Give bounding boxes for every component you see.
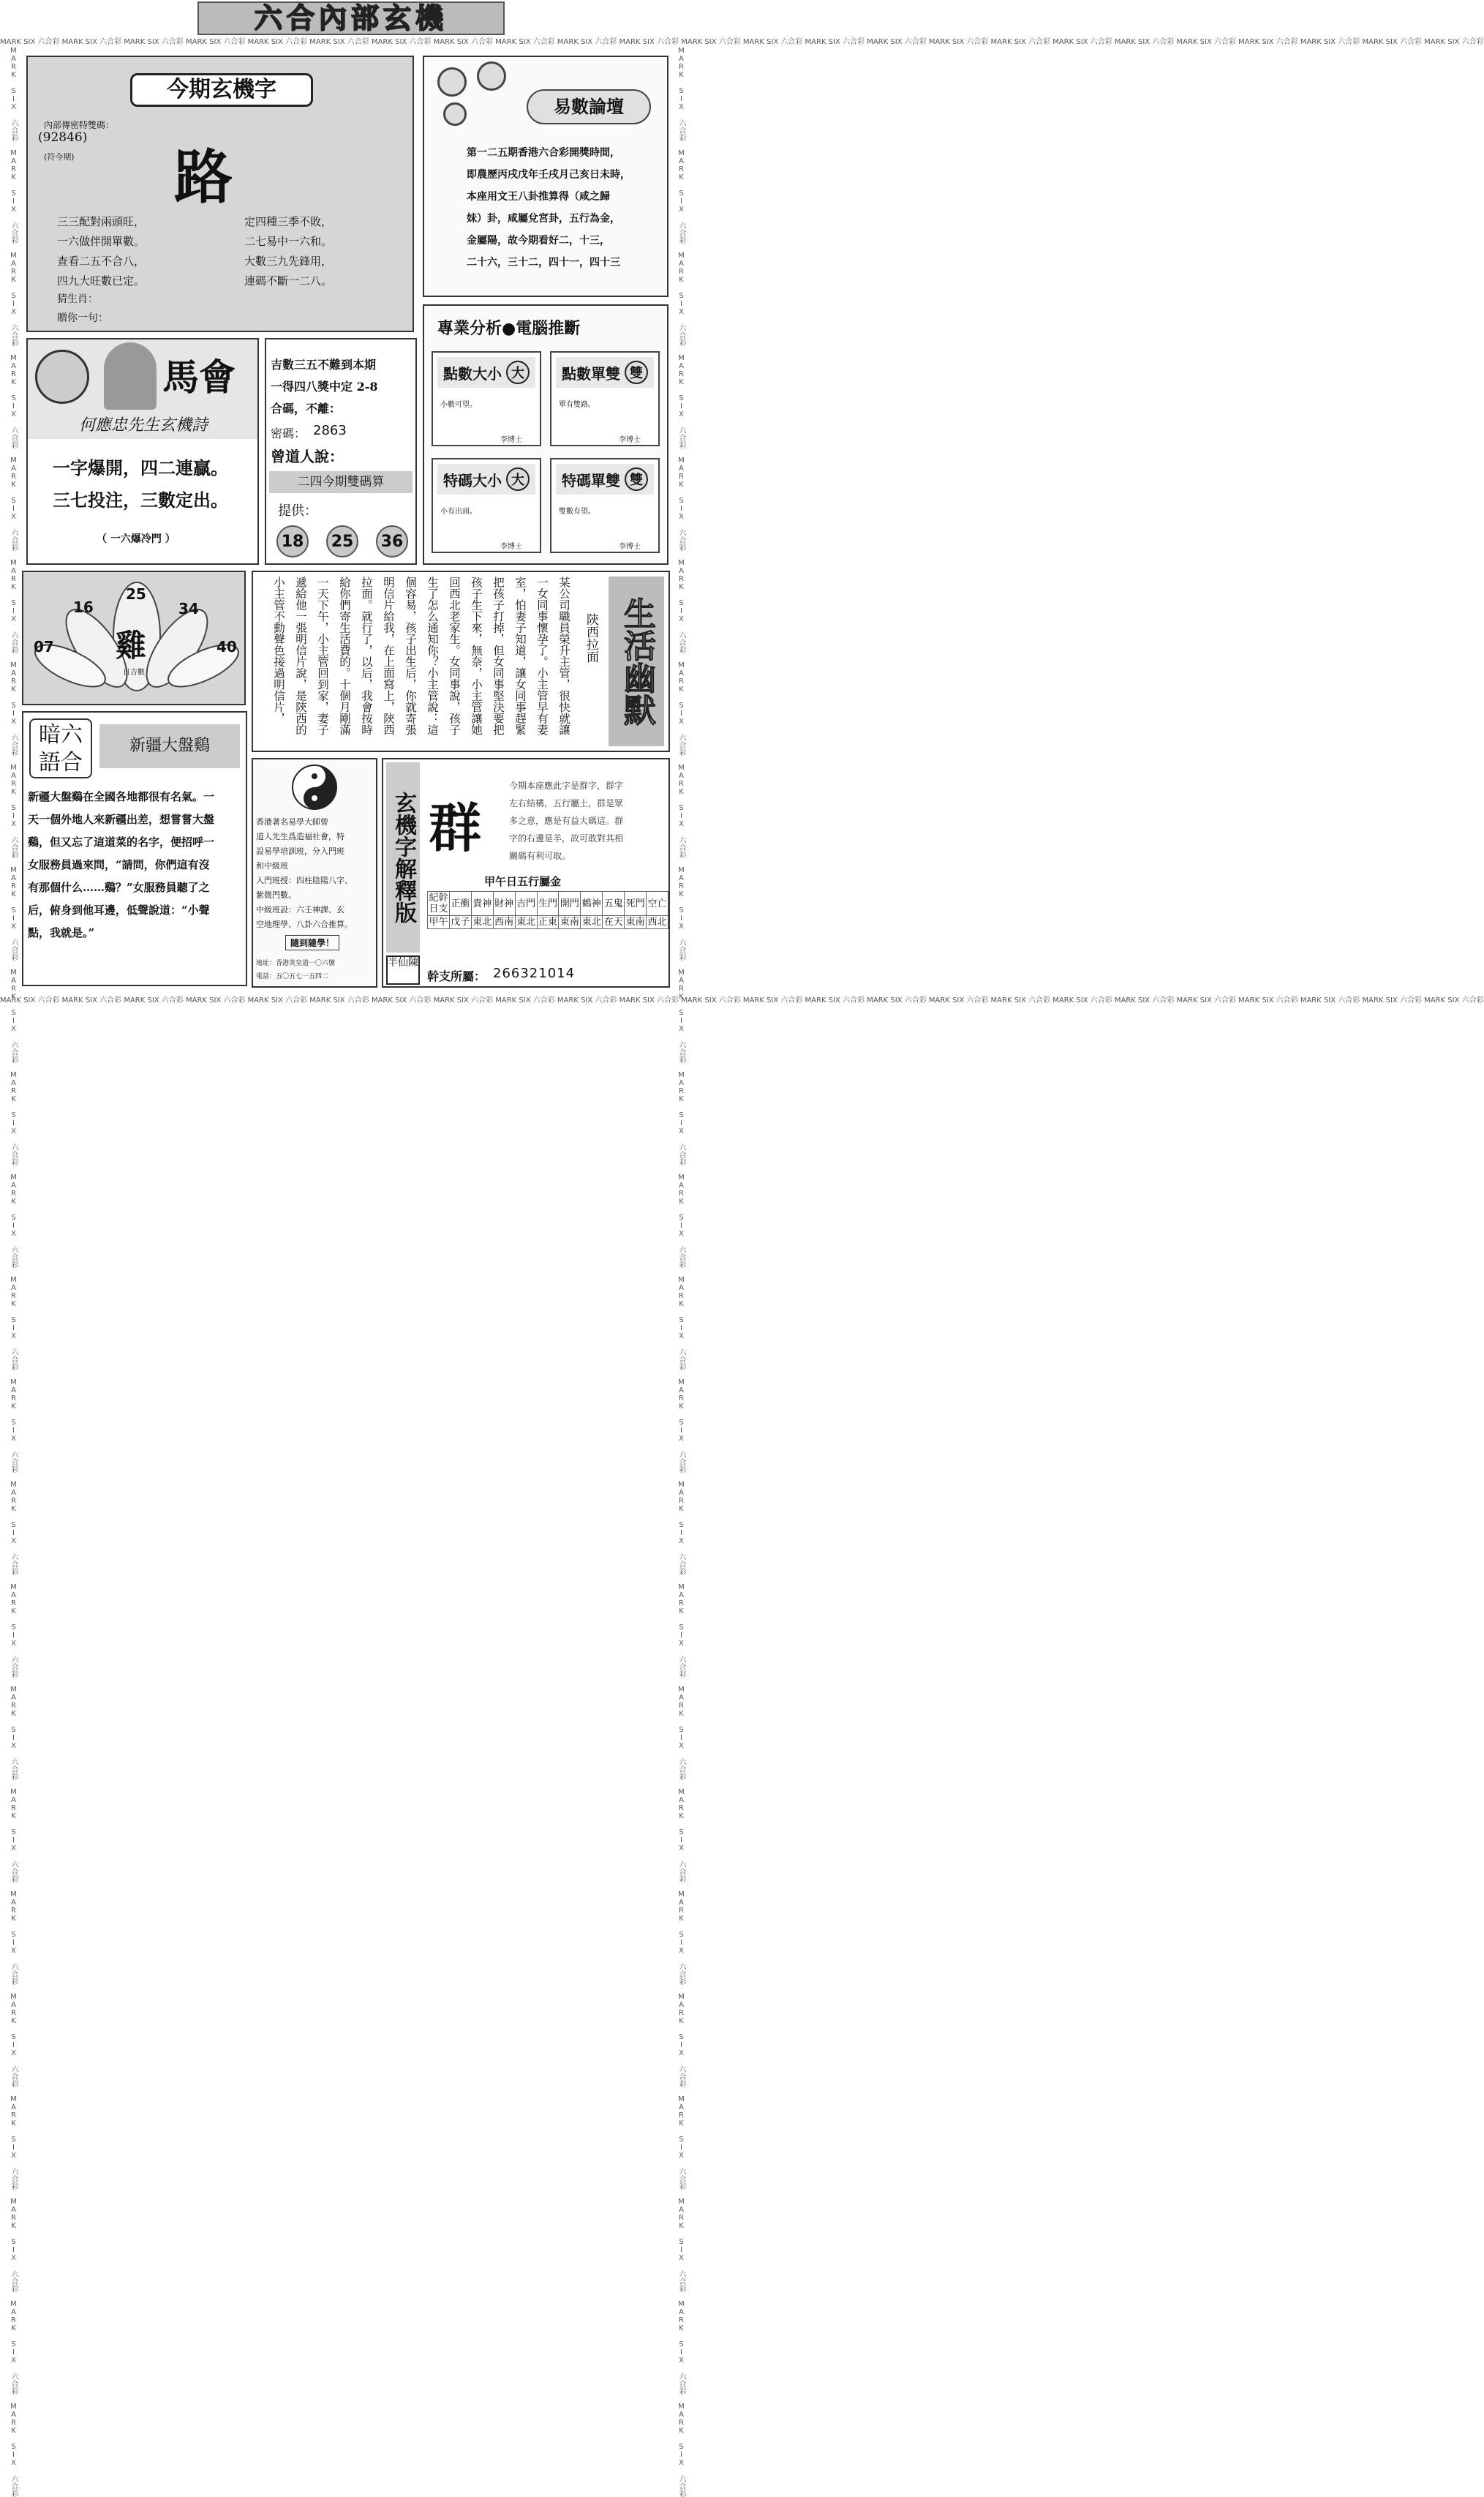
lucky-ball: 36	[376, 525, 408, 557]
xuanji-right-verse	[244, 212, 332, 291]
jiedu-banner: 玄機字解釋版	[386, 762, 420, 953]
text-line: 今期本座應此字是群字，群字	[509, 781, 624, 791]
text-line: 即農歷丙戌戊年壬戌月己亥日未時，	[467, 169, 630, 181]
box-title: 特碼單雙	[562, 471, 620, 489]
text-line: 合碼，不離：	[271, 402, 342, 416]
text-column: 拉面。就行了，以后，我會按時	[360, 577, 373, 735]
text-line: 后，俯身到他耳邊，低聲說道：“小聲	[28, 904, 210, 917]
master-address	[256, 957, 335, 983]
text-line: 字的右邊是羊，故可敢對其相	[509, 833, 624, 844]
table-cell: 東北	[516, 917, 536, 928]
text-line: 入門班授：四柱陰陽八字、	[256, 876, 353, 885]
text-line: 有那個什么……鷄？”女服務員聽了之	[28, 881, 210, 894]
table-row	[428, 892, 668, 916]
text-line: 電話：五〇五七一五四二	[256, 973, 329, 980]
lotus-center-char: 雞	[116, 628, 147, 664]
box-mark: 雙	[625, 361, 648, 384]
table-cell: 開門	[559, 892, 581, 916]
yishu-banner: 易數論壇	[527, 89, 651, 124]
lucky-ball: 25	[326, 525, 358, 557]
mahui-poem	[53, 452, 228, 517]
lucky-provide: 提供：	[278, 503, 317, 519]
verse-line: 連碼不斷一二八。	[244, 274, 333, 288]
analysis-panel	[423, 304, 668, 565]
text-line: 第一二五期香港六合彩開獎時間，	[467, 147, 620, 159]
table-cell: 死門	[625, 892, 647, 916]
text-column: 回西北老家生。女同事說，孩子	[448, 577, 461, 735]
anyu-badge: 暗六語合	[29, 718, 92, 778]
text-line: 天一個外地人來新疆出差，想嘗嘗大盤	[28, 813, 215, 826]
table-cell: 正衝	[449, 892, 471, 916]
box-sign: 李博士	[619, 543, 641, 551]
portrait-avatar	[104, 342, 157, 410]
yin-yang-icon	[291, 764, 338, 811]
lotus-number: 25	[126, 585, 146, 603]
text-line: 道人先生爲造福社會，特	[256, 832, 344, 841]
anyu-title: 新疆大盤鷄	[99, 724, 240, 768]
lucky-ball: 18	[276, 525, 309, 557]
box-text: 小有出頭。	[440, 508, 477, 516]
table-cell: 戊子	[451, 917, 470, 928]
table-cell: 西北	[647, 917, 667, 928]
xuanji-pass-code: (92846)	[38, 130, 88, 145]
box-sign: 李博士	[500, 543, 522, 551]
text-line: 新疆大盤鷄在全國各地都很有名氣。一	[28, 790, 215, 803]
table-cell: 五鬼	[603, 892, 625, 916]
xuanji-big-char: 路	[174, 143, 233, 211]
box-title: 特碼大小	[443, 471, 502, 489]
text-column: 給你們寄生活費的。十個月剛滿	[338, 577, 351, 735]
lucky-lines	[271, 354, 377, 420]
text-line: 香港著名易學大師曾	[256, 817, 328, 827]
table-cell: 鶴神	[581, 892, 603, 916]
text-column: 個容易，孩子出生后，你就寄張	[404, 577, 417, 735]
mahui-panel	[26, 338, 259, 565]
table-cell: 在天	[603, 917, 623, 928]
lucky-code-label: 密碼：	[271, 427, 306, 440]
verse-line: 三三配對兩頭旺，	[57, 215, 146, 228]
text-line: 鷄，但又忘了這道菜的名字，便招呼一	[28, 836, 215, 849]
border-strip-top: MARK SIX 六合彩 MARK SIX 六合彩 MARK SIX 六合彩 MARK SIX 六合彩 MARK SIX 六合彩 MARK SIX 六合彩 MARK SIX 六合彩 MARK SIX 六合彩 MARK SIX 六合彩 MARK SIX 六合彩 MARK SIX 六合彩 MARK SIX 六合彩 MARK SIX 六合彩 MARK SIX 六合彩 MARK SIX 六合彩 MARK SIX 六合彩 MARK SIX 六合彩 MARK SIX 六合彩 MARK SIX 六合彩 MARK SIX 六合彩 MARK SIX 六合彩 MARK SIX 六合彩 MARK SIX 六合彩 MARK SIX 六合彩	[0, 38, 1484, 46]
mahui-subtitle: 何應忠先生玄機詩	[79, 416, 208, 435]
text-column: 一天下午，小主管回到家，妻子	[316, 577, 329, 735]
anyu-text	[28, 786, 214, 945]
text-line: 紫微門數。	[256, 890, 296, 900]
box-sign: 李博士	[500, 436, 522, 444]
lotus-caption: 日吉數	[123, 669, 145, 677]
ganzhi-label: 幹支所屬：	[427, 969, 486, 983]
table-row	[428, 916, 668, 929]
text-column: 生了怎么通知你？小主管說：這	[426, 577, 439, 735]
verse-line: 查看二五不合八，	[57, 255, 146, 268]
humor-title: 陝西拉面	[584, 613, 598, 663]
xuanji-left-verse	[57, 212, 145, 291]
table-cell: 財神	[493, 892, 515, 916]
text-column: 小主管不動聲色接過明信片，	[272, 577, 285, 724]
text-line: 地址：香港英皇道一〇六號	[256, 960, 336, 967]
text-line: 金屬陽，故今期看好二，十三，	[467, 235, 610, 247]
master-cta: 隨到隨學！	[285, 935, 339, 950]
text-line: 吉數三五不難到本期	[271, 358, 377, 372]
verse-line: 二七易中一六和。	[244, 235, 333, 248]
lotus-panel	[22, 571, 246, 705]
yishu-panel	[423, 56, 668, 297]
table-cell: 正東	[538, 917, 557, 928]
text-line: 左右結構，五行屬土，群是眾	[509, 798, 624, 808]
box-title: 點數大小	[443, 364, 502, 383]
analysis-box	[550, 351, 660, 446]
table-cell: 貴神	[471, 892, 493, 916]
text-line: 空地理學、八卦六合推算。	[256, 920, 353, 929]
text-line: 二十六，三十二，四十一，四十三	[467, 257, 620, 269]
coin-icon	[443, 102, 467, 126]
xuanji-panel	[26, 56, 414, 332]
lotus-number: 07	[34, 638, 54, 656]
text-line: 一得四八獎中定 2-8	[271, 380, 378, 394]
mahui-note: （ 一六爆冷門 ）	[97, 533, 176, 545]
xuanji-banner: 今期玄機字	[130, 73, 313, 107]
anyu-panel	[22, 711, 247, 986]
xuanji-pass-label: 內部傳密特雙碼：	[44, 120, 115, 130]
text-column: 某公司職員榮升主管，很快就讓	[557, 577, 570, 735]
table-cell: 吉門	[515, 892, 537, 916]
mahui-title: 馬會	[162, 356, 236, 399]
lotus-number: 34	[178, 600, 199, 617]
jiedu-table-title: 甲午日五行屬金	[484, 875, 562, 888]
xuanji-pass-note: (符今期)	[44, 152, 75, 162]
border-strip-right: MARK SIX 六合彩 MARK SIX 六合彩 MARK SIX 六合彩 MARK SIX 六合彩 MARK SIX 六合彩 MARK SIX 六合彩 MARK SIX 六合彩 MARK SIX 六合彩 MARK SIX 六合彩 MARK SIX 六合彩 MARK SIX 六合彩 MARK SIX 六合彩 MARK SIX 六合彩 MARK SIX 六合彩 MARK SIX 六合彩 MARK SIX 六合彩 MARK SIX 六合彩 MARK SIX 六合彩 MARK SIX 六合彩 MARK SIX 六合彩 MARK SIX 六合彩 MARK SIX 六合彩 MARK SIX 六合彩 MARK SIX 六合彩	[677, 47, 685, 2497]
text-line: 中級班設：六壬神課、玄	[256, 905, 344, 915]
box-text: 小數可望。	[440, 401, 477, 409]
text-column: 一女同事懷孕了。小主管早有妻	[535, 577, 549, 735]
box-title: 點數單雙	[562, 364, 620, 383]
table-cell: 生門	[537, 892, 559, 916]
lucky-code: 2863	[313, 423, 347, 438]
master-panel	[252, 758, 377, 988]
analysis-box	[432, 351, 541, 446]
box-mark: 大	[506, 361, 530, 384]
text-line: 本座用文王八卦推算得（咸之歸	[467, 191, 610, 203]
border-strip-left: MARK SIX 六合彩 MARK SIX 六合彩 MARK SIX 六合彩 MARK SIX 六合彩 MARK SIX 六合彩 MARK SIX 六合彩 MARK SIX 六合彩 MARK SIX 六合彩 MARK SIX 六合彩 MARK SIX 六合彩 MARK SIX 六合彩 MARK SIX 六合彩 MARK SIX 六合彩 MARK SIX 六合彩 MARK SIX 六合彩 MARK SIX 六合彩 MARK SIX 六合彩 MARK SIX 六合彩 MARK SIX 六合彩 MARK SIX 六合彩 MARK SIX 六合彩 MARK SIX 六合彩 MARK SIX 六合彩 MARK SIX 六合彩	[10, 47, 18, 2497]
text-line: 設易學培訓班，分入門班	[256, 846, 344, 856]
text-line: 多之意，應是有益大碼這。群	[509, 816, 624, 826]
verse-line: 定四種三季不敗，	[244, 215, 333, 228]
wuxing-table	[427, 891, 668, 929]
box-sign: 李博士	[619, 436, 641, 444]
box-mark: 雙	[625, 468, 648, 491]
humor-panel	[252, 571, 670, 752]
text-column: 把孩子打掉，但女同事堅決要把	[491, 577, 505, 735]
page-title: 六合內部玄機	[197, 1, 505, 35]
master-text	[256, 815, 353, 932]
jiedu-big-char: 群	[429, 797, 482, 859]
lucky-said: 曾道人說：	[271, 448, 344, 465]
humor-columns	[263, 577, 573, 749]
box-text: 雙數有望。	[559, 508, 595, 516]
text-line: 和中級班	[256, 861, 288, 871]
table-cell: 空亡	[647, 892, 668, 916]
text-line: 點，我就是。”	[28, 926, 95, 939]
box-mark: 大	[506, 468, 530, 491]
table-cell: 東南	[560, 917, 579, 928]
text-line: 女服務員過來問，“請問，你們這有沒	[28, 858, 210, 871]
table-cell: 甲午	[429, 917, 448, 928]
text-column: 室，怕妻子知道，讓女同事趕緊	[513, 577, 527, 735]
lotus-number: 16	[73, 598, 94, 616]
text-line: 關碼有利可取。	[509, 851, 571, 861]
table-cell: 西南	[494, 917, 514, 928]
yishu-text	[467, 142, 630, 274]
text-line: 妹）卦，咸屬兌宮卦，五行為金，	[467, 213, 620, 225]
table-cell: 紀幹日支	[429, 893, 448, 915]
double-banner: 二四今期雙碼算	[269, 471, 413, 493]
table-cell: 東南	[625, 917, 645, 928]
text-column: 明信片給我，在上面寫上，陝西	[382, 577, 395, 735]
verse-line: 大數三九先鋒用，	[244, 255, 333, 268]
xuanji-zodiac-label: 猜生肖：	[57, 293, 98, 305]
coin-icon	[437, 67, 467, 97]
jiedu-panel	[382, 758, 670, 988]
verse-line: 一六做伴開單數。	[57, 235, 146, 248]
box-text: 單有雙路。	[559, 401, 595, 409]
jiedu-stamp: 半仙陳	[386, 955, 420, 985]
poem-line: 一字爆開，四二連贏。	[53, 457, 228, 478]
table-cell: 東北	[581, 917, 601, 928]
border-strip-bottom: MARK SIX 六合彩 MARK SIX 六合彩 MARK SIX 六合彩 MARK SIX 六合彩 MARK SIX 六合彩 MARK SIX 六合彩 MARK SIX 六合彩 MARK SIX 六合彩 MARK SIX 六合彩 MARK SIX 六合彩 MARK SIX 六合彩 MARK SIX 六合彩 MARK SIX 六合彩 MARK SIX 六合彩 MARK SIX 六合彩 MARK SIX 六合彩 MARK SIX 六合彩 MARK SIX 六合彩 MARK SIX 六合彩 MARK SIX 六合彩 MARK SIX 六合彩 MARK SIX 六合彩 MARK SIX 六合彩 MARK SIX 六合彩	[0, 996, 1484, 1005]
analysis-box	[550, 458, 660, 553]
humor-banner: 生活幽默	[609, 577, 664, 746]
lotus-number: 40	[216, 638, 237, 656]
jiedu-text	[509, 777, 623, 865]
table-cell: 東北	[472, 917, 492, 928]
lucky-panel	[265, 338, 417, 565]
ganzhi-value: 266321014	[493, 966, 576, 981]
analysis-box	[432, 458, 541, 553]
verse-line: 四九大旺數已定。	[57, 274, 146, 288]
poem-line: 三七投注，三數定出。	[53, 489, 228, 511]
text-column: 孩子生下來，無奈，小主管讓她	[470, 577, 483, 735]
coin-icon	[477, 61, 506, 91]
xuanji-gift-label: 贈你一句：	[57, 312, 108, 324]
analysis-banner: 專業分析●電腦推斷	[437, 320, 581, 338]
logo-icon	[35, 350, 89, 404]
text-column: 遞給他一張明信片說，是陝西的	[294, 577, 307, 735]
